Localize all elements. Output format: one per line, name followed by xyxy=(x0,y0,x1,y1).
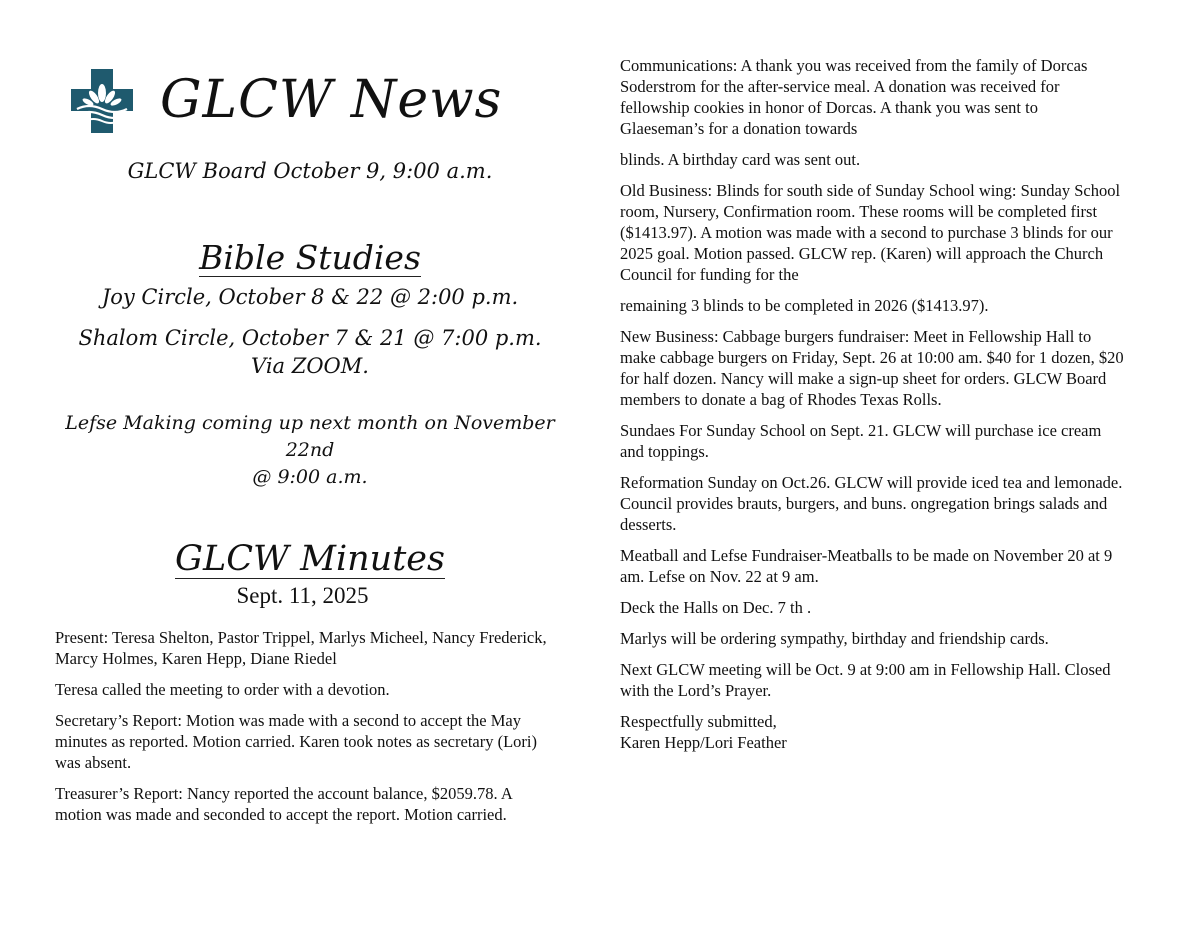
minutes-paragraph: remaining 3 blinds to be completed in 2026 ($1413.97). xyxy=(620,296,989,315)
lefse-line-1: Lefse Making coming up next month on November 22nd xyxy=(65,412,555,461)
minutes-paragraph: blinds. A birthday card was sent out. xyxy=(620,150,861,169)
board-meeting-line: GLCW Board October 9, 9:00 a.m. xyxy=(127,159,493,183)
minutes-paragraph: Secretary’s Report: Motion was made with a second to accept the May minutes as reported. Motion carried. Karen took notes as secretary (Lori) was absent. xyxy=(55,711,537,772)
minutes-paragraph: Deck the Halls on Dec. 7 th . xyxy=(620,598,812,617)
minutes-paragraph: Marlys will be ordering sympathy, birthday and friendship cards. xyxy=(620,629,1049,648)
minutes-heading-text: GLCW Minutes xyxy=(175,539,445,579)
minutes-paragraph: Communications: A thank you was received from the family of Dorcas Soderstrom for the after-service meal. A donation was received for fellowship cookies in honor of Dorcas. A thank you was sent to Glaeseman’s for a donation towards xyxy=(620,56,1088,138)
shalom-circle-line: Shalom Circle, October 7 & 21 @ 7:00 p.m. xyxy=(78,326,542,350)
cross-lotus-logo-icon xyxy=(71,69,133,133)
bible-studies-heading xyxy=(55,238,565,277)
minutes-paragraph: Teresa called the meeting to order with a devotion. xyxy=(55,680,390,699)
joy-circle-line: Joy Circle, October 8 & 22 @ 2:00 p.m. xyxy=(101,285,519,309)
bible-studies-heading-text: Bible Studies xyxy=(199,238,421,277)
minutes-paragraph: Sundaes For Sunday School on Sept. 21. GLCW will purchase ice cream and toppings. xyxy=(620,421,1102,461)
signoff-line-1: Respectfully submitted, xyxy=(620,712,777,731)
signoff xyxy=(620,711,1125,753)
minutes-date: Sept. 11, 2025 xyxy=(236,583,369,608)
minutes-paragraph: Meatball and Lefse Fundraiser-Meatballs to be made on November 20 at 9 am. Lefse on Nov. 22 at 9 am. xyxy=(620,546,1113,586)
left-column xyxy=(55,60,555,835)
minutes-paragraph: Next GLCW meeting will be Oct. 9 at 9:00 am in Fellowship Hall. Closed with the Lord’s Prayer. xyxy=(620,660,1111,700)
minutes-paragraph: Old Business: Blinds for south side of Sunday School wing: Sunday School room, Nursery, Confirmation room. These rooms will be completed first ($1413.97). A motion was made with a second to purchase 3 blinds for our 2025 goal. Motion passed. GLCW rep. (Karen) will approach the Church Council for funding for the xyxy=(620,181,1121,284)
signoff-line-2: Karen Hepp/Lori Feather xyxy=(620,733,787,752)
minutes-paragraph: New Business: Cabbage burgers fundraiser: Meet in Fellowship Hall to make cabbage burgers on Friday, Sept. 26 at 10:00 am. $40 for 1 dozen, $20 for half dozen. Nancy will make a sign-up sheet for orders. GLCW Board members to donate a bag of Rhodes Texas Rolls. xyxy=(620,327,1124,409)
via-zoom-line: Via ZOOM. xyxy=(251,354,369,378)
newsletter-title: GLCW News xyxy=(160,70,503,130)
masthead xyxy=(55,60,555,155)
lefse-announcement xyxy=(55,410,565,491)
minutes-paragraph: Treasurer’s Report: Nancy reported the account balance, $2059.78. A motion was made and seconded to accept the report. Motion carried. xyxy=(55,784,512,824)
minutes-paragraph: Reformation Sunday on Oct.26. GLCW will provide iced tea and lemonade. Council provides brauts, burgers, and buns. ongregation brings salads and desserts. xyxy=(620,473,1123,534)
minutes-paragraph: Present: Teresa Shelton, Pastor Trippel, Marlys Micheel, Nancy Frederick, Marcy Holmes, Karen Hepp, Diane Riedel xyxy=(55,628,547,668)
minutes-heading xyxy=(55,539,565,579)
lefse-line-2: @ 9:00 a.m. xyxy=(252,466,368,488)
right-column xyxy=(620,55,1125,763)
